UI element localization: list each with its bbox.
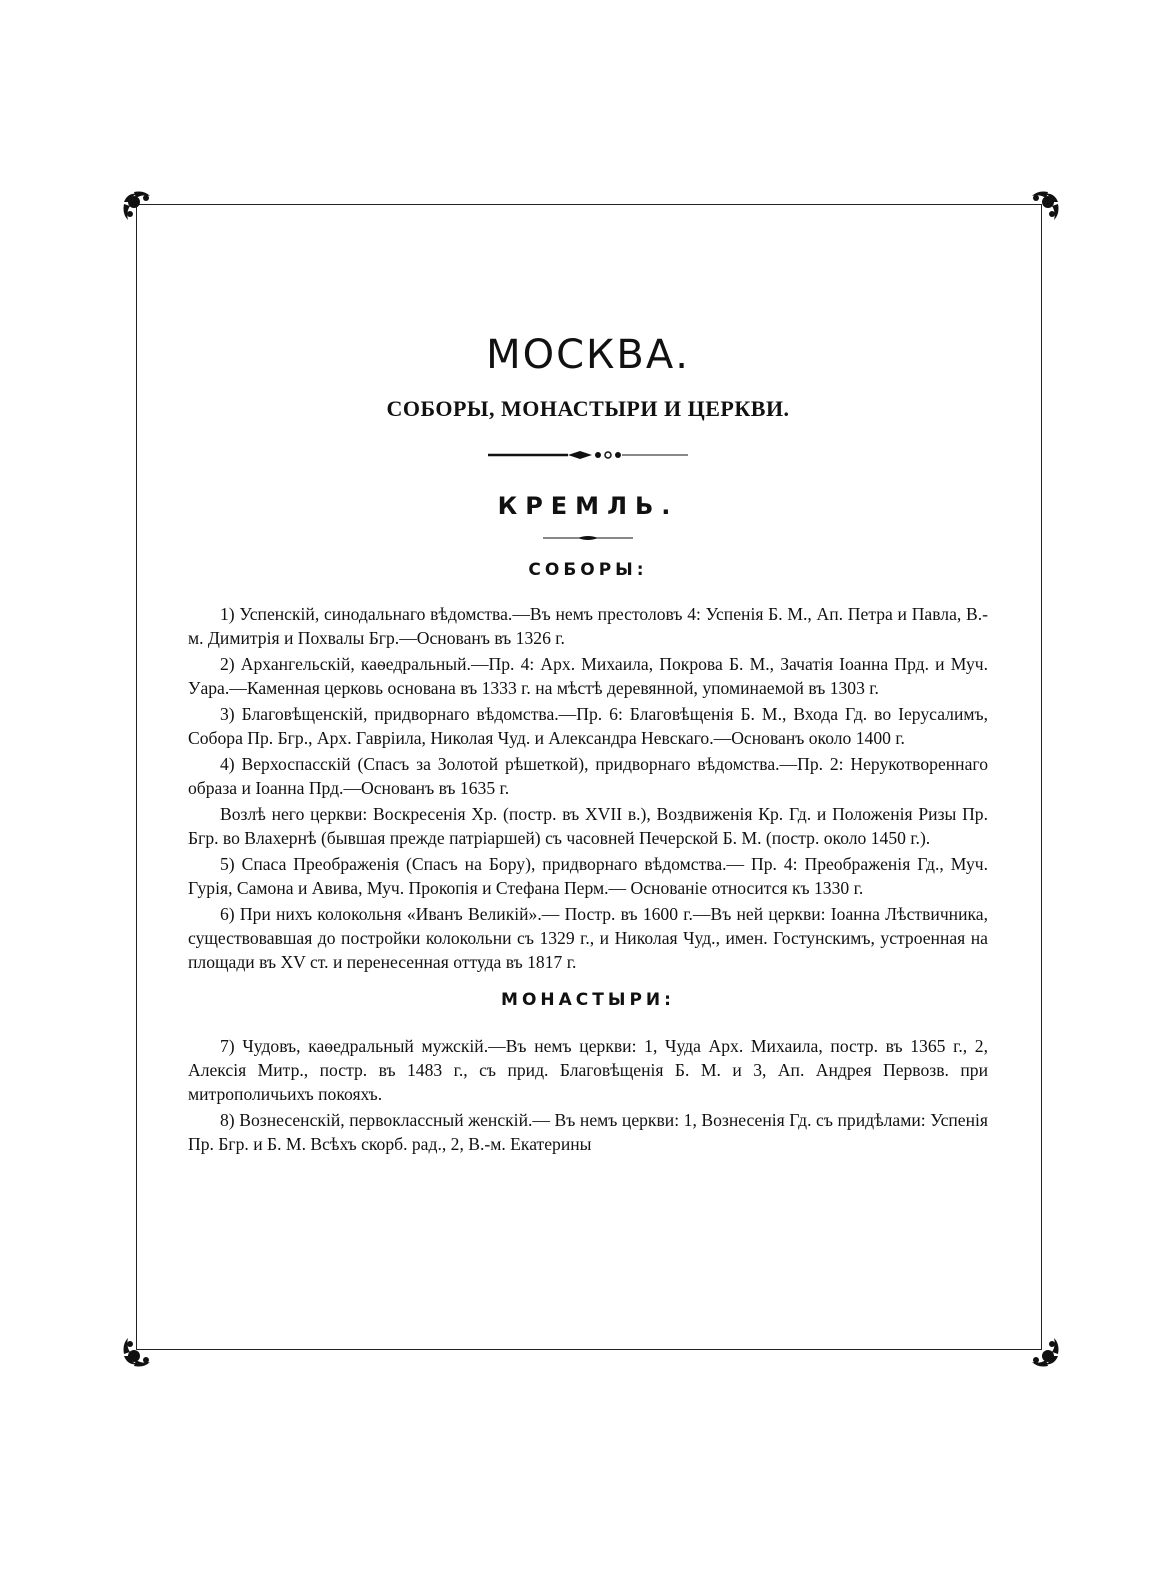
entry-sobor-2: 2) Архангельскій, каѳедральный.—Пр. 4: Арх. Михаила, Покрова Б. М., Зачатія Іоанна Прд. и Муч. Уара.—Каменная церковь основана въ 1333 г. на мѣстѣ деревянной, упоминаемой въ 1303 г. [188, 654, 988, 698]
subsection-title-sobory: СОБОРЫ: [528, 560, 648, 580]
corner-ornament-top-left [120, 188, 160, 228]
entry-monastyr-8: 8) Вознесенскій, первоклассный женскій.— Въ немъ церкви: 1, Вознесенія Гд. съ придѣлами: Успенія Пр. Бгр. и Б. М. Всѣхъ скорб. рад., 2, В.-м. Екатерины [188, 1110, 988, 1154]
title-divider-ornament [488, 448, 688, 462]
page-content [188, 320, 988, 1158]
entry-sobor-4: 4) Верхоспасскій (Спасъ за Золотой рѣшеткой), придворнаго вѣдомства.—Пр. 2: Нерукотвореннаго образа и Іоанна Прд.—Основанъ въ 1635 г. [188, 754, 988, 798]
entry-sobor-4-note: Возлѣ него церкви: Воскресенія Хр. (постр. въ XVII в.), Воздвиженія Кр. Гд. и Положенія Ризы Пр. Бгр. во Влахернѣ (бывшая прежде патріаршей) съ часовней Печерской Б. М. (постр. около 1450 г.). [188, 804, 988, 848]
entry-sobor-1: 1) Успенскій, синодальнаго вѣдомства.—Въ немъ престоловъ 4: Успенія Б. М., Ап. Петра и Павла, В.-м. Димитрія и Похвалы Бгр.—Основанъ въ 1326 г. [188, 604, 988, 648]
corner-ornament-bottom-right [1022, 1330, 1062, 1370]
entry-monastyr-7: 7) Чудовъ, каѳедральный мужскій.—Въ немъ церкви: 1, Чуда Арх. Михаила, постр. въ 1365 г., 2, Алексія Митр., постр. въ 1483 г., съ прид. Благовѣщенія Б. М. и 3, Ап. Андрея Первозв. при митрополичьихъ покояхъ. [188, 1036, 988, 1104]
section-divider-ornament [543, 534, 633, 542]
page-title: МОСКВА. [486, 332, 690, 378]
subsection-title-monastyri: МОНАСТЫРИ: [501, 990, 675, 1010]
entry-sobor-6: 6) При нихъ колокольня «Иванъ Великій».— Постр. въ 1600 г.—Въ ней церкви: Іоанна Лѣствичника, существовавшая до постройки колокольни съ 1329 г., и Николая Чуд., имен. Гостунскимъ, устроенная на площади въ XV ст. и перенесенная оттуда въ 1817 г. [188, 904, 988, 972]
page-subtitle: СОБОРЫ, МОНАСТЫРИ И ЦЕРКВИ. [386, 396, 790, 421]
entry-sobor-5: 5) Спаса Преображенія (Спасъ на Бору), придворнаго вѣдомства.— Пр. 4: Преображенія Гд., Муч. Гурія, Самона и Авива, Муч. Прокопія и Стефана Перм.— Основаніе относится къ 1330 г. [188, 854, 988, 898]
entry-sobor-3: 3) Благовѣщенскій, придворнаго вѣдомства.—Пр. 6: Благовѣщенія Б. М., Входа Гд. во Іерусалимъ, Собора Пр. Бгр., Арх. Гавріила, Николая Чуд. и Александра Невскаго.—Основанъ около 1400 г. [188, 704, 988, 748]
corner-ornament-top-right [1022, 188, 1062, 228]
section-title-kremlin: КРЕМЛЬ. [497, 492, 679, 520]
corner-ornament-bottom-left [120, 1330, 160, 1370]
